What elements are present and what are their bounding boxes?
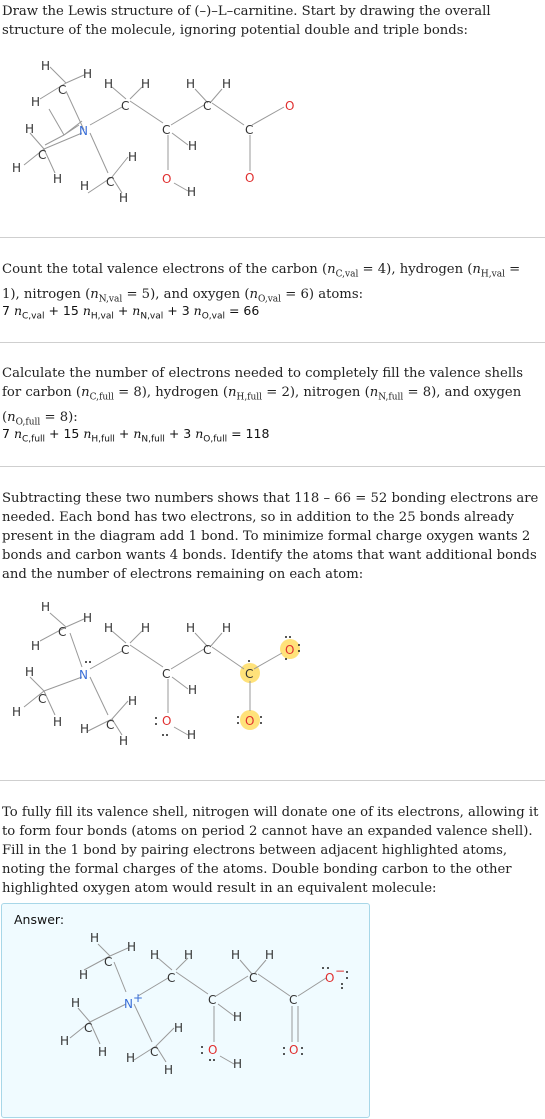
atom-h: H (41, 59, 51, 73)
atom-h: H (128, 694, 138, 708)
step4-text: Subtracting these two numbers shows that 118 – 66 = 52 bonding electrons are needed. Each bond has two electrons, so in addition to the 25 bonds already present in the diagram add 1 bond. To minimize formal charge oxygen wants 2 bonds and carbon wants 4 bonds. Identify the atoms that want additional bonds and the number of electrons remaining on each atom: (2, 491, 539, 582)
atom-h: H (90, 931, 100, 945)
atom-h: H (60, 1034, 70, 1048)
atom-c: C (167, 971, 176, 985)
step5-text: To fully fill its valence shell, nitrogen will donate one of its electrons, allowing it to form four bonds (atoms on period 2 cannot have an expanded valence shell). Fill in the 1 bond by pairing electrons between adjacent highlighted atoms, noting the formal charges of the atoms. Double bonding carbon to the other highlighted oxygen atom would result in an equivalent molecule: (2, 805, 539, 896)
atom-h: H (187, 185, 197, 199)
step3-text: Calculate the number of electrons needed to completely fill the valence shells for carbon $(n_{C,full} = 8)$, hydrogen $(n_{H,full} = 2)$, nitrogen $(n_{N,full} = 8)$, and oxygen $(n_{O,full} = 8)$: (2, 366, 524, 428)
step2-text: Count the total valence electrons of the carbon $(n_{C,val} = 4)$, hydrogen $(n_{H,val} = 1)$, nitrogen $(n_{N,val} = 5)$, and oxygen $(n_{O,val} = 6)$ atoms: (2, 262, 521, 305)
structure-diagram-2 (0, 595, 545, 770)
divider (0, 780, 545, 781)
charge-minus: − (335, 964, 346, 978)
atom-n-plus: N (124, 997, 133, 1011)
atom-c: C (245, 123, 254, 137)
atom-c: C (245, 667, 254, 681)
atom-o: O (285, 643, 295, 657)
atom-o: O (285, 99, 295, 113)
atom-h: H (188, 683, 198, 697)
atom-c: C (162, 123, 171, 137)
atom-c: C (203, 99, 212, 113)
atom-c: C (38, 148, 47, 162)
atom-o: O (208, 1043, 218, 1057)
full-shell-formula: 7 $n_{C,full} + 15$ $n_{H,full} + n_{N,full} + 3$ $n_{O,full} = 118$ (2, 426, 270, 445)
structure-diagram-1 (0, 45, 545, 265)
atom-h: H (25, 122, 35, 136)
atom-h: H (174, 1021, 184, 1035)
atom-o: O (162, 172, 172, 186)
atom-o-minus: O (325, 971, 335, 985)
atom-h: H (222, 77, 232, 91)
atom-c: C (121, 643, 130, 657)
final-structure-diagram (2, 926, 369, 1116)
atom-c: C (106, 718, 115, 732)
divider (0, 342, 545, 343)
atom-h: H (119, 734, 129, 748)
atom-h: H (186, 621, 196, 635)
atom-c: C (249, 971, 258, 985)
atom-h: H (222, 621, 232, 635)
atom-h: H (184, 948, 194, 962)
atom-h: H (141, 77, 151, 91)
atom-n: N (79, 124, 88, 138)
step1-text: Draw the Lewis structure of (–)–L–carnitine. Start by drawing the overall structure of the molecule, ignoring potential double and triple bonds: (2, 4, 491, 38)
atom-h: H (83, 67, 93, 81)
atom-h: H (119, 191, 129, 205)
atom-h: H (31, 639, 41, 653)
atom-h: H (104, 621, 114, 635)
atom-h: H (71, 996, 81, 1010)
atom-h: H (186, 77, 196, 91)
atom-h: H (104, 77, 114, 91)
atom-c: C (104, 955, 113, 969)
atom-c: C (84, 1021, 93, 1035)
atom-h: H (141, 621, 151, 635)
atom-h: H (233, 1010, 243, 1024)
atom-c: C (289, 993, 298, 1007)
atom-o: O (162, 714, 172, 728)
atom-c: C (121, 99, 130, 113)
atom-h: H (188, 139, 198, 153)
atom-c: C (106, 175, 115, 189)
atom-c: C (162, 667, 171, 681)
atom-h: H (53, 172, 63, 186)
atom-h: H (265, 948, 275, 962)
atom-c: C (38, 692, 47, 706)
divider (0, 466, 545, 467)
atom-c: C (58, 625, 67, 639)
atom-n: N (79, 668, 88, 682)
atom-h: H (231, 948, 241, 962)
atom-h: H (98, 1045, 108, 1059)
atom-c: C (150, 1045, 159, 1059)
charge-plus: + (133, 991, 144, 1005)
atom-h: H (79, 968, 89, 982)
atom-h: H (41, 600, 51, 614)
atom-o: O (245, 714, 255, 728)
divider (0, 237, 545, 238)
atom-c: C (203, 643, 212, 657)
atom-h: H (233, 1057, 243, 1071)
atom-h: H (12, 705, 22, 719)
atom-h: H (53, 715, 63, 729)
atom-h: H (31, 95, 41, 109)
atom-h: H (25, 665, 35, 679)
answer-box (1, 903, 370, 1118)
atom-o: O (245, 171, 255, 185)
atom-h: H (126, 1051, 136, 1065)
atom-h: H (12, 161, 22, 175)
answer-label: Answer: (14, 912, 65, 927)
atom-h: H (80, 722, 90, 736)
atom-h: H (80, 179, 90, 193)
atom-h: H (128, 150, 138, 164)
valence-formula: 7 $n_{C,val} + 15$ $n_{H,val} + n_{N,val} + 3$ $n_{O,val} = 66$ (2, 303, 260, 322)
atom-h: H (187, 728, 197, 742)
atom-h: H (127, 940, 137, 954)
atom-o: O (289, 1043, 299, 1057)
atom-c: C (208, 993, 217, 1007)
atom-c: C (58, 83, 67, 97)
atom-h: H (83, 611, 93, 625)
atom-h: H (150, 948, 160, 962)
atom-h: H (164, 1063, 174, 1077)
